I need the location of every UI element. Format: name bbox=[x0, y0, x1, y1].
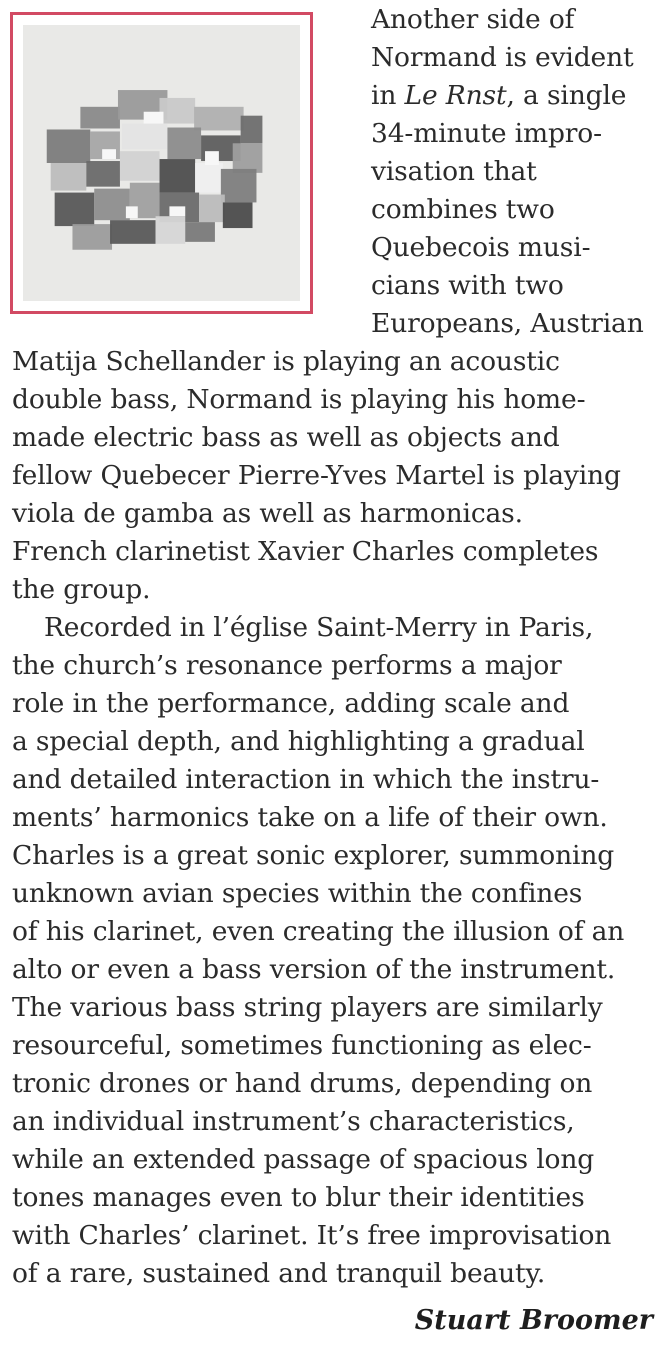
text-line: Europeans, Austrian bbox=[371, 308, 644, 339]
text-line: the group. bbox=[12, 574, 151, 605]
text-line: 34-minute impro- bbox=[371, 118, 602, 149]
text-line: Normand is evident bbox=[371, 42, 634, 73]
album-title: Le Rnst bbox=[404, 80, 507, 111]
text-line: The various bass string players are similarly bbox=[12, 992, 603, 1023]
text-line: Matija Schellander is playing an acoustic bbox=[12, 346, 560, 377]
text-line: unknown avian species within the confines bbox=[12, 878, 583, 909]
text-line: combines two bbox=[371, 194, 555, 225]
album-cover bbox=[10, 12, 313, 314]
text-line: cians with two bbox=[371, 270, 564, 301]
text-line: resourceful, sometimes functioning as elec- bbox=[12, 1030, 592, 1061]
text-line: tronic drones or hand drums, depending on bbox=[12, 1068, 593, 1099]
paragraph-start-line: Recorded in l’église Saint-Merry in Paris, bbox=[44, 612, 594, 643]
text-line: alto or even a bass version of the instrument. bbox=[12, 954, 616, 985]
text-line: visation that bbox=[371, 156, 537, 187]
text-line: Quebecois musi- bbox=[371, 232, 591, 263]
text-line: made electric bass as well as objects and bbox=[12, 422, 560, 453]
text-line: Charles is a great sonic explorer, summoning bbox=[12, 840, 615, 871]
text-line: an individual instrument’s characteristics, bbox=[12, 1106, 575, 1137]
text-line: and detailed interaction in which the instru- bbox=[12, 764, 600, 795]
text-line: a special depth, and highlighting a gradual bbox=[12, 726, 585, 757]
text-line: tones manages even to blur their identities bbox=[12, 1182, 585, 1213]
text-line: Another side of bbox=[371, 4, 575, 35]
text-segment: in bbox=[371, 80, 405, 111]
text-line: fellow Quebecer Pierre-Yves Martel is playing bbox=[12, 460, 621, 491]
text-line bbox=[371, 77, 626, 115]
text-line: the church’s resonance performs a major bbox=[12, 650, 562, 681]
text-line: viola de gamba as well as harmonicas. bbox=[12, 498, 523, 529]
text-segment: , a single bbox=[506, 80, 627, 111]
author-byline: Stuart Broomer bbox=[414, 1305, 653, 1336]
text-line: ments’ harmonics take on a life of their own. bbox=[12, 802, 608, 833]
text-line: of a rare, sustained and tranquil beauty. bbox=[12, 1258, 546, 1289]
text-line: double bass, Normand is playing his home- bbox=[12, 384, 586, 415]
text-line: while an extended passage of spacious long bbox=[12, 1144, 595, 1175]
text-line: role in the performance, adding scale and bbox=[12, 688, 570, 719]
album-cover-grey-collage-icon bbox=[23, 25, 300, 301]
text-line: with Charles’ clarinet. It’s free improvisation bbox=[12, 1220, 612, 1251]
text-line: French clarinetist Xavier Charles completes bbox=[12, 536, 599, 567]
text-line: of his clarinet, even creating the illusion of an bbox=[12, 916, 625, 947]
